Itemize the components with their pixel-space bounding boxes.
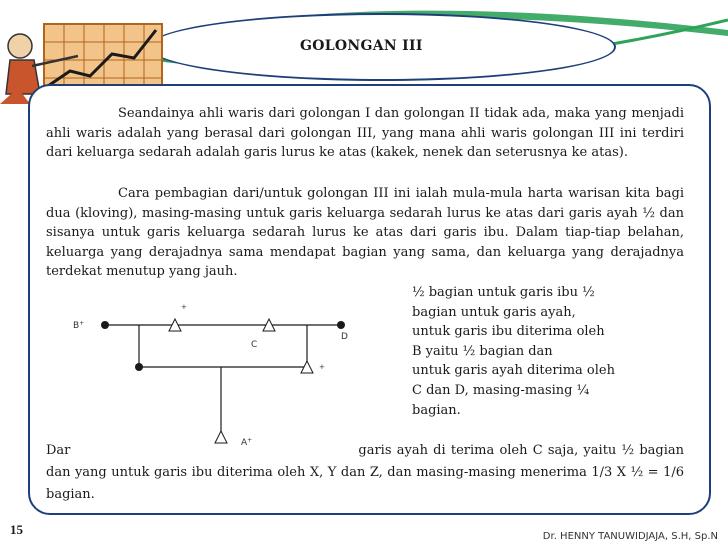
- paragraph-two: Cara pembagian dari/untuk golongan III ini ialah mula-mula harta warisan kita bagi dua (kloving), masing-masing untuk garis keluarga sedarah lurus ke atas dari garis ayah ½ dan sisanya untuk garis keluarga sedarah lurus ke atas dari garis ibu. Dalam tiap-tiap belahan, keluarga yang derajadnya sama mendapat bagian yang sama, dan keluarga yang derajadnya terdekat menutup yang jauh.: [46, 186, 684, 279]
- family-tree-diagram: [71, 297, 353, 445]
- paragraph-one: Seandainya ahli waris dari golongan I dan golongan II tidak ada, maka yang menjadi ahli waris adalah yang berasal dari golongan III, yang mana ahli waris golongan III ini terdiri dari keluarga sedarah adalah garis lurus ke atas (kakek, nenek dan seterusnya ke atas).: [46, 106, 684, 160]
- node-b-icon: [101, 321, 109, 329]
- side-note-line: bagian.: [412, 402, 461, 418]
- side-note-line: bagian untuk garis ayah,: [412, 304, 576, 320]
- plus-mark: +: [181, 303, 187, 311]
- side-note-line: untuk garis ibu diterima oleh: [412, 324, 605, 340]
- closing-paragraph: Dar garis ayah di terima oleh C saja, yaitu ½ bagian dan yang untuk garis ibu diterima oleh X, Y dan Z, dan masing-masing menerima 1/3 X ½ = 1/6 bagian.: [46, 443, 684, 502]
- side-note-line: B yaitu ½ bagian dan: [412, 343, 553, 359]
- node-d-icon: [337, 321, 345, 329]
- label-d: D: [341, 332, 348, 342]
- label-b: B+: [73, 320, 85, 331]
- label-c: C: [251, 340, 258, 350]
- author-credit: Dr. HENNY TANUWIDJAJA, S.H, Sp.N: [542, 531, 718, 542]
- page-number: 15: [10, 522, 23, 537]
- node-junction-icon: [135, 363, 143, 371]
- label-a: A+: [241, 437, 253, 445]
- side-note-line: untuk garis ayah diterima oleh: [412, 363, 615, 379]
- slide-title: GOLONGAN III: [300, 38, 423, 54]
- side-note-line: C dan D, masing-masing ¼: [412, 382, 590, 398]
- plus-mark: +: [319, 363, 325, 371]
- side-note: [412, 283, 642, 420]
- side-note-line: ½ bagian untuk garis ibu ½: [412, 285, 595, 300]
